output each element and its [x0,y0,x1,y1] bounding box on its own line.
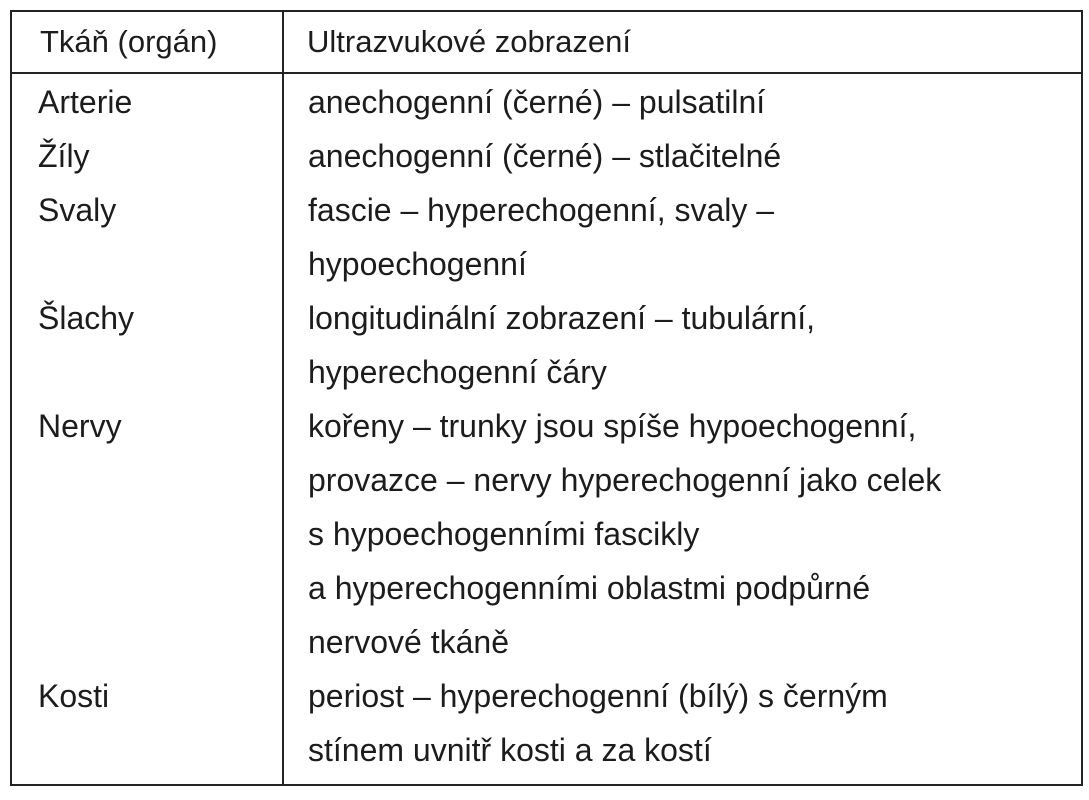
header-imaging: Ultrazvukové zobrazení [307,24,631,59]
header-organ: Tkáň (orgán) [40,24,218,59]
organ-cell: Svaly [38,192,117,228]
imaging-cell [308,129,781,183]
imaging-cell [308,75,765,129]
organ-cell: Kosti [38,678,110,714]
imaging-line: a hyperechogenními oblastmi podpůrné [308,570,871,606]
imaging-cell [308,291,815,399]
imaging-line: hyperechogenní čáry [308,354,607,390]
table-header-row [12,12,1081,74]
ultrasound-tissue-table [10,10,1083,786]
imaging-line: longitudinální zobrazení – tubulární, [308,300,816,336]
imaging-line: provazce – nervy hyperechogenní jako celek [308,462,942,498]
imaging-line: hypoechogenní [308,246,527,282]
imaging-line: stínem uvnitř kosti a za kostí [308,732,712,768]
organ-cell: Šlachy [38,300,135,336]
imaging-line: nervové tkáně [308,624,510,660]
organ-cell: Nervy [38,408,122,444]
organ-cell: Žíly [38,138,90,174]
imaging-cell [308,669,888,777]
imaging-line: fascie – hyperechogenní, svaly – [308,192,775,228]
imaging-line: anechogenní (černé) – pulsatilní [308,84,766,120]
imaging-cell [308,399,941,669]
imaging-line: anechogenní (černé) – stlačitelné [308,138,782,174]
organ-cell: Arterie [38,84,133,120]
imaging-line: s hypoechogenními fascikly [308,516,700,552]
imaging-cell [308,183,774,291]
table-body [12,72,1081,784]
imaging-line: kořeny – trunky jsou spíše hypoechogenní, [308,408,917,444]
imaging-line: periost – hyperechogenní (bílý) s černým [308,678,888,714]
